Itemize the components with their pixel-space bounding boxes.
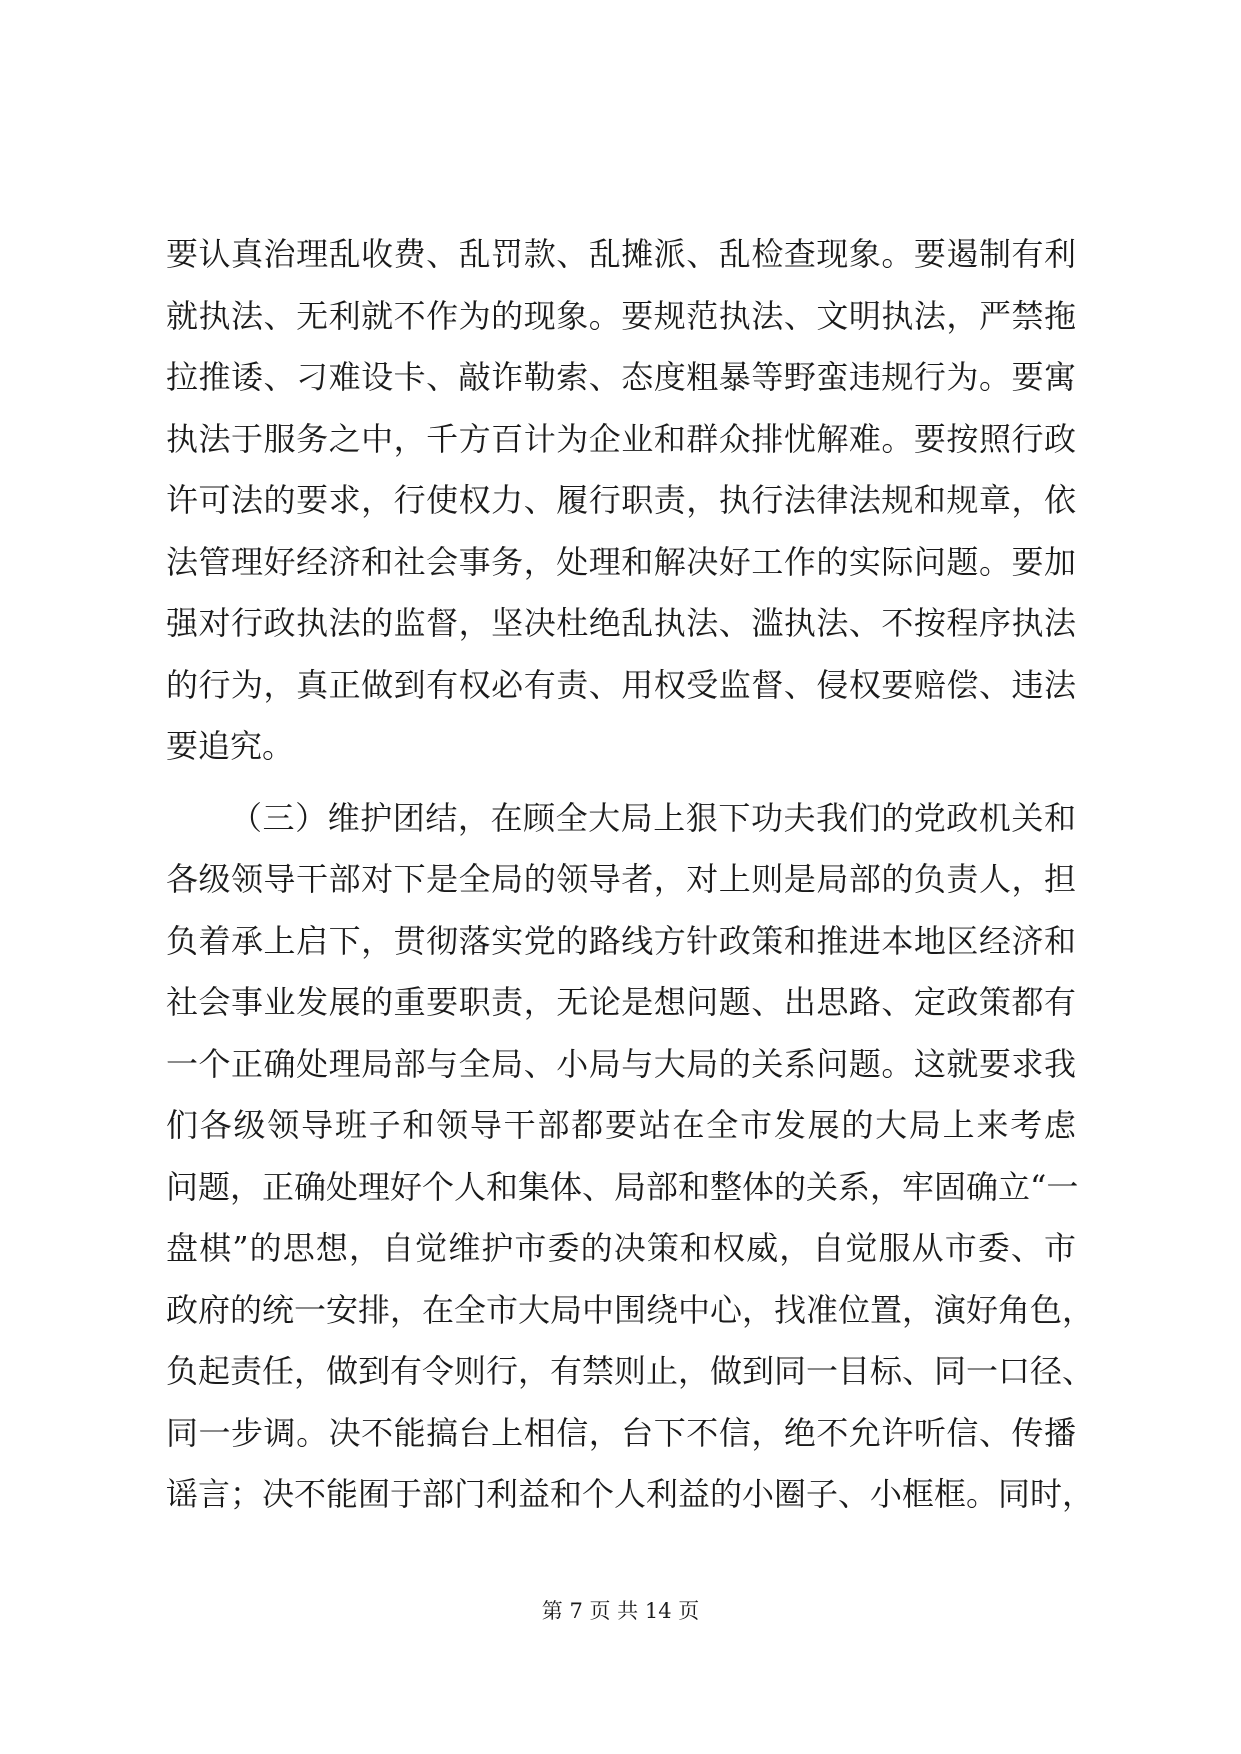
text-line-heading: （三）维护团结，在顾全大局上狠下功夫我们的党政机关和 <box>230 798 1076 837</box>
text-line: 要追究。 <box>166 727 295 765</box>
text-line: 拉推诿、刁难设卡、敲诈勒索、态度粗暴等野蛮违规行为。要寓 <box>166 358 1076 396</box>
text-line: 许可法的要求，行使权力、履行职责，执行法律法规和规章，依 <box>166 481 1076 519</box>
text-line: 负着承上启下，贯彻落实党的路线方针政策和推进本地区经济和 <box>166 921 1076 960</box>
text-line: 盘棋”的思想，自觉维护市委的决策和权威，自觉服从市委、市 <box>166 1229 1076 1267</box>
paragraph-1 <box>166 224 1076 778</box>
body-text <box>166 224 1095 1526</box>
text-line: 的行为，真正做到有权必有责、用权受监督、侵权要赔偿、违法 <box>166 665 1076 704</box>
text-line: 法管理好经济和社会事务，处理和解决好工作的实际问题。要加 <box>166 542 1076 581</box>
text-line: 各级领导干部对下是全局的领导者，对上则是局部的负责人，担 <box>166 860 1076 898</box>
text-line: 执法于服务之中，千方百计为企业和群众排忧解难。要按照行政 <box>166 419 1076 458</box>
text-line: 同一步调。决不能搞台上相信，台下不信，绝不允许听信、传播 <box>166 1413 1076 1452</box>
text-line: 社会事业发展的重要职责，无论是想问题、出思路、定政策都有 <box>166 983 1076 1021</box>
text-line: 问题，正确处理好个人和集体、局部和整体的关系，牢固确立“一 <box>166 1167 1079 1206</box>
text-line: 一个正确处理局部与全局、小局与大局的关系问题。这就要求我 <box>166 1044 1076 1083</box>
text-line: 负起责任，做到有令则行，有禁则止，做到同一目标、同一口径、 <box>166 1352 1095 1390</box>
text-line: 要认真治理乱收费、乱罚款、乱摊派、乱检查现象。要遏制有利 <box>166 235 1076 273</box>
page-number-footer: 第 7 页 共 14 页 <box>541 1599 700 1623</box>
text-line: 政府的统一安排，在全市大局中围绕中心，找准位置，演好角色， <box>166 1290 1095 1329</box>
text-line: 就执法、无利就不作为的现象。要规范执法、文明执法，严禁拖 <box>166 296 1076 335</box>
text-line: 强对行政执法的监督，坚决杜绝乱执法、滥执法、不按程序执法 <box>166 604 1076 642</box>
text-line: 谣言；决不能囿于部门利益和个人利益的小圈子、小框框。同时， <box>166 1475 1095 1513</box>
paragraph-2 <box>166 788 1095 1526</box>
paragraph-gap <box>166 778 1076 788</box>
text-line: 们各级领导班子和领导干部都要站在全市发展的大局上来考虑 <box>166 1106 1076 1144</box>
